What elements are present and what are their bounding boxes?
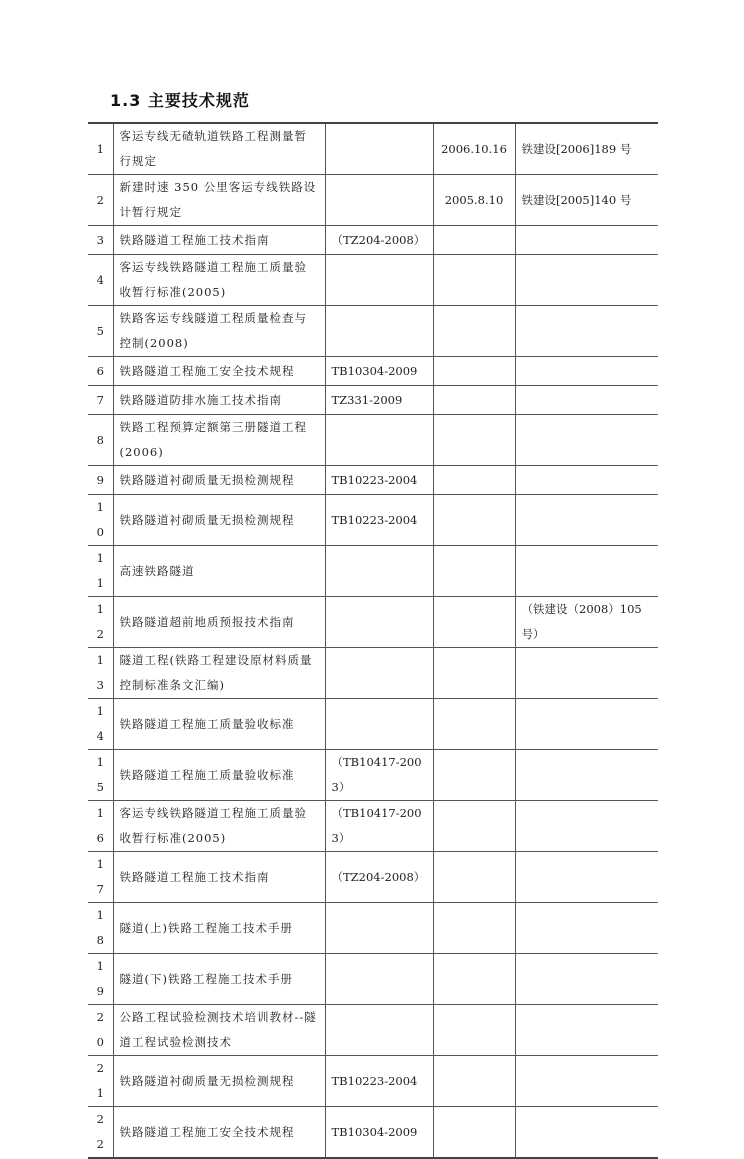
- standard-name: 铁路隧道衬砌质量无损检测规程: [113, 495, 325, 546]
- standard-name: 铁路隧道工程施工安全技术规程: [113, 1107, 325, 1159]
- table-row: [88, 852, 658, 903]
- standard-code: TZ331-2009: [325, 386, 433, 415]
- standard-name: 铁路隧道工程施工质量验收标准: [113, 699, 325, 750]
- table-row: [88, 699, 658, 750]
- document-number: [515, 801, 658, 852]
- standard-name: 客运专线铁路隧道工程施工质量验收暂行标准(2005): [113, 255, 325, 306]
- standard-name: 铁路隧道工程施工安全技术规程: [113, 357, 325, 386]
- issue-date: [433, 801, 515, 852]
- table-row: [88, 750, 658, 801]
- issue-date: [433, 466, 515, 495]
- standard-name: 客运专线铁路隧道工程施工质量验收暂行标准(2005): [113, 801, 325, 852]
- standard-code: [325, 699, 433, 750]
- standard-name: 客运专线无碴轨道铁路工程测量暂行规定: [113, 123, 325, 175]
- table-row: [88, 123, 658, 175]
- standards-table: [88, 122, 658, 1159]
- document-number: （铁建设（2008）105 号）: [515, 597, 658, 648]
- row-number: 1: [88, 123, 113, 175]
- standard-code: [325, 648, 433, 699]
- standard-code: （TZ204-2008）: [325, 226, 433, 255]
- standard-name: 铁路隧道工程施工技术指南: [113, 226, 325, 255]
- document-number: [515, 357, 658, 386]
- row-number: 22: [88, 1107, 113, 1159]
- row-number: 14: [88, 699, 113, 750]
- row-number: 15: [88, 750, 113, 801]
- document-number: [515, 954, 658, 1005]
- row-number: 21: [88, 1056, 113, 1107]
- issue-date: [433, 597, 515, 648]
- issue-date: [433, 255, 515, 306]
- table-row: [88, 255, 658, 306]
- standard-code: [325, 903, 433, 954]
- row-number: 6: [88, 357, 113, 386]
- standard-code: TB10223-2004: [325, 466, 433, 495]
- issue-date: [433, 546, 515, 597]
- table-row: [88, 466, 658, 495]
- table-row: [88, 546, 658, 597]
- standard-code: TB10304-2009: [325, 1107, 433, 1159]
- document-number: [515, 386, 658, 415]
- standard-code: [325, 123, 433, 175]
- standard-name: 铁路隧道工程施工质量验收标准: [113, 750, 325, 801]
- document-number: [515, 226, 658, 255]
- document-number: [515, 415, 658, 466]
- row-number: 20: [88, 1005, 113, 1056]
- document-number: [515, 255, 658, 306]
- issue-date: [433, 1107, 515, 1159]
- row-number: 13: [88, 648, 113, 699]
- standard-name: 铁路隧道超前地质预报技术指南: [113, 597, 325, 648]
- document-number: [515, 903, 658, 954]
- document-number: [515, 495, 658, 546]
- table-row: [88, 306, 658, 357]
- standard-name: 新建时速 350 公里客运专线铁路设计暂行规定: [113, 175, 325, 226]
- issue-date: [433, 306, 515, 357]
- table-row: [88, 1107, 658, 1159]
- table-row: [88, 495, 658, 546]
- table-row: [88, 903, 658, 954]
- issue-date: [433, 648, 515, 699]
- row-number: 3: [88, 226, 113, 255]
- standard-code: [325, 306, 433, 357]
- table-row: [88, 1005, 658, 1056]
- standard-code: [325, 597, 433, 648]
- document-number: [515, 466, 658, 495]
- issue-date: [433, 1056, 515, 1107]
- row-number: 12: [88, 597, 113, 648]
- standard-name: 铁路隧道防排水施工技术指南: [113, 386, 325, 415]
- issue-date: [433, 954, 515, 1005]
- row-number: 16: [88, 801, 113, 852]
- standard-name: 铁路隧道衬砌质量无损检测规程: [113, 466, 325, 495]
- issue-date: 2006.10.16: [433, 123, 515, 175]
- standard-code: [325, 415, 433, 466]
- row-number: 8: [88, 415, 113, 466]
- row-number: 5: [88, 306, 113, 357]
- standard-name: 隧道工程(铁路工程建设原材料质量控制标准条文汇编): [113, 648, 325, 699]
- document-number: [515, 699, 658, 750]
- document-number: [515, 852, 658, 903]
- table-row: [88, 357, 658, 386]
- table-row: [88, 801, 658, 852]
- standard-name: 隧道(上)铁路工程施工技术手册: [113, 903, 325, 954]
- document-number: [515, 750, 658, 801]
- row-number: 10: [88, 495, 113, 546]
- standard-name: 铁路隧道工程施工技术指南: [113, 852, 325, 903]
- issue-date: [433, 903, 515, 954]
- document-number: [515, 648, 658, 699]
- document-number: [515, 546, 658, 597]
- table-row: [88, 386, 658, 415]
- standard-name: 公路工程试验检测技术培训教材--隧道工程试验检测技术: [113, 1005, 325, 1056]
- standard-name: 铁路客运专线隧道工程质量检查与控制(2008): [113, 306, 325, 357]
- issue-date: [433, 415, 515, 466]
- row-number: 7: [88, 386, 113, 415]
- document-number: [515, 1056, 658, 1107]
- standard-code: [325, 1005, 433, 1056]
- document-number: 铁建设[2005]140 号: [515, 175, 658, 226]
- standards-table-body: [88, 123, 658, 1158]
- row-number: 9: [88, 466, 113, 495]
- issue-date: [433, 852, 515, 903]
- standard-code: （TB10417-2003）: [325, 801, 433, 852]
- standard-code: [325, 175, 433, 226]
- issue-date: [433, 357, 515, 386]
- row-number: 4: [88, 255, 113, 306]
- row-number: 18: [88, 903, 113, 954]
- document-number: [515, 1005, 658, 1056]
- document-number: [515, 306, 658, 357]
- standard-name: 高速铁路隧道: [113, 546, 325, 597]
- issue-date: 2005.8.10: [433, 175, 515, 226]
- table-row: [88, 415, 658, 466]
- standard-code: [325, 255, 433, 306]
- standard-code: TB10304-2009: [325, 357, 433, 386]
- table-row: [88, 597, 658, 648]
- standard-code: [325, 546, 433, 597]
- standard-name: 隧道(下)铁路工程施工技术手册: [113, 954, 325, 1005]
- table-row: [88, 175, 658, 226]
- issue-date: [433, 495, 515, 546]
- standard-name: 铁路隧道衬砌质量无损检测规程: [113, 1056, 325, 1107]
- row-number: 17: [88, 852, 113, 903]
- document-number: 铁建设[2006]189 号: [515, 123, 658, 175]
- standard-code: [325, 954, 433, 1005]
- standard-code: （TZ204-2008）: [325, 852, 433, 903]
- issue-date: [433, 750, 515, 801]
- table-row: [88, 1056, 658, 1107]
- row-number: 11: [88, 546, 113, 597]
- row-number: 2: [88, 175, 113, 226]
- issue-date: [433, 699, 515, 750]
- section-title: 1.3 主要技术规范: [110, 91, 250, 110]
- standard-code: TB10223-2004: [325, 1056, 433, 1107]
- standard-code: TB10223-2004: [325, 495, 433, 546]
- table-row: [88, 648, 658, 699]
- standard-name: 铁路工程预算定额第三册隧道工程(2006): [113, 415, 325, 466]
- issue-date: [433, 226, 515, 255]
- document-number: [515, 1107, 658, 1159]
- table-row: [88, 226, 658, 255]
- table-row: [88, 954, 658, 1005]
- issue-date: [433, 1005, 515, 1056]
- issue-date: [433, 386, 515, 415]
- row-number: 19: [88, 954, 113, 1005]
- standard-code: （TB10417-2003）: [325, 750, 433, 801]
